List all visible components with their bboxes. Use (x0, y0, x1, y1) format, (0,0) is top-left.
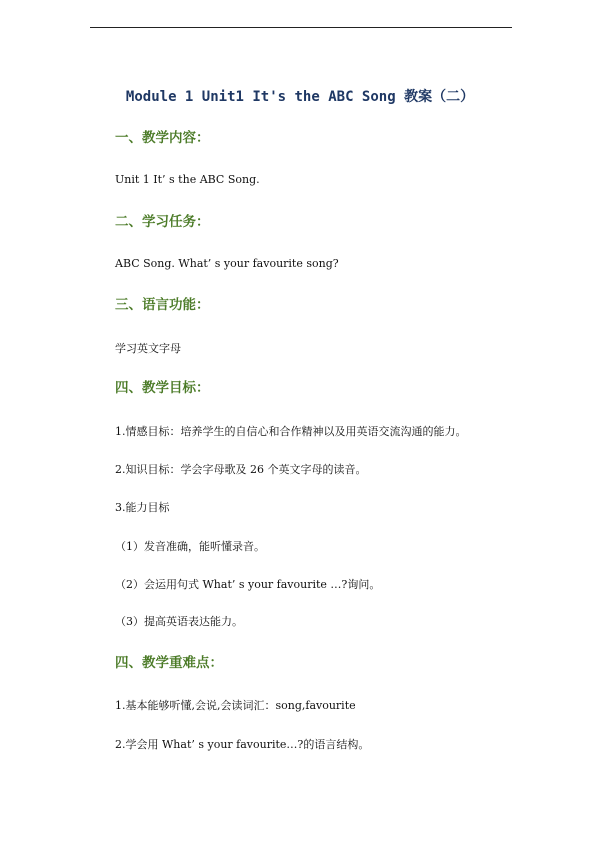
content-line: Unit 1 It’ s the ABC Song. (115, 173, 260, 186)
objective-sub-1: （1）发音准确，能听懂录音。 (115, 540, 265, 553)
header-rule (90, 27, 512, 28)
key-point-line-1: 1.基本能够听懂,会说,会读词汇：song,favourite (115, 699, 356, 712)
section-heading-task: 二、学习任务： (115, 214, 210, 230)
objective-sub-3: （3）提高英语表达能力。 (115, 615, 243, 628)
key-point-line-2: 2.学会用 What’ s your favourite…?的语言结构。 (115, 738, 370, 751)
section-heading-content: 一、教学内容： (115, 130, 210, 146)
section-heading-key-points: 四、教学重难点： (115, 655, 223, 671)
function-line: 学习英文字母 (115, 342, 181, 355)
document-title: Module 1 Unit1 It's the ABC Song 教案（二） (125, 89, 475, 105)
objective-line-3: 3.能力目标 (115, 501, 170, 514)
objective-line-1: 1.情感目标：培养学生的自信心和合作精神以及用英语交流沟通的能力。 (115, 425, 467, 438)
objective-sub-2: （2）会运用句式 What’ s your favourite …?询问。 (115, 578, 381, 591)
task-line: ABC Song. What’ s your favourite song? (115, 257, 339, 270)
section-heading-function: 三、语言功能： (115, 297, 210, 313)
objective-line-2: 2.知识目标：学会字母歌及 26 个英文字母的读音。 (115, 463, 367, 476)
section-heading-objectives: 四、教学目标： (115, 380, 210, 396)
